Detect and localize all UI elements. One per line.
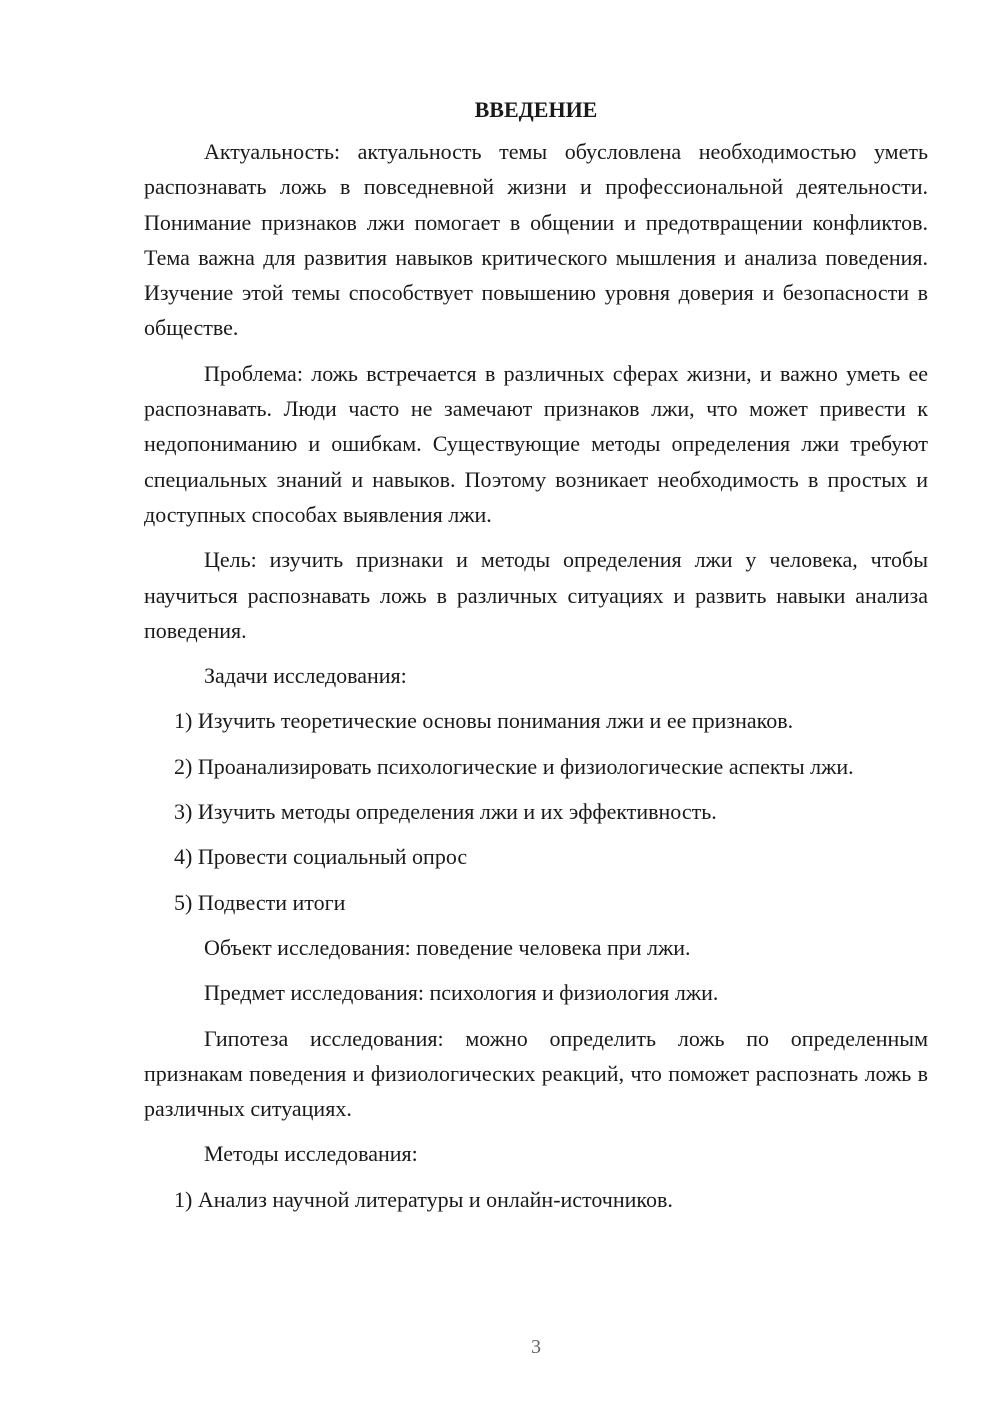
method-item: 1) Анализ научной литературы и онлайн-источников. <box>174 1186 673 1212</box>
tasks-heading: Задачи исследования: <box>204 663 407 689</box>
task-item: 1) Изучить теоретические основы понимания лжи и ее признаков. <box>174 708 794 734</box>
task-item: 2) Проанализировать психологические и физиологические аспекты лжи. <box>174 753 854 779</box>
relevance-paragraph: Актуальность: актуальность темы обусловлена необходимостью уметь распознавать ложь в повседневной жизни и профессиональной деятельности. Понимание признаков лжи помогает в общении и предотвращении конфликтов. Тема важна для развития навыков критического мышления и анализа поведения. Изучение этой темы способствует повышению уровня доверия и безопасности в обществе. <box>144 139 928 341</box>
document-page <box>144 95 928 1227</box>
goal-paragraph: Цель: изучить признаки и методы определения лжи у человека, чтобы научиться распознавать ложь в различных ситуациях и развить навыки анализа поведения. <box>144 547 928 643</box>
task-item: 3) Изучить методы определения лжи и их эффективность. <box>174 799 717 825</box>
task-item: 5) Подвести итоги <box>174 889 346 915</box>
methods-heading: Методы исследования: <box>204 1141 418 1167</box>
hypothesis-paragraph: Гипотеза исследования: можно определить ложь по определенным признакам поведения и физиологических реакций, что поможет распознать ложь в различных ситуациях. <box>144 1025 928 1122</box>
problem-paragraph: Проблема: ложь встречается в различных сферах жизни, и важно уметь ее распознавать. Люди часто не замечают признаков лжи, что может привести к недопониманию и ошибкам. Существующие методы определения лжи требуют специальных знаний и навыков. Поэтому возникает необходимость в простых и доступных способах выявления лжи. <box>144 360 928 527</box>
subject-paragraph: Предмет исследования: психология и физиология лжи. <box>204 980 719 1006</box>
section-title: ВВЕДЕНИЕ <box>474 97 598 122</box>
object-paragraph: Объект исследования: поведение человека при лжи. <box>204 934 691 960</box>
task-item: 4) Провести социальный опрос <box>174 844 468 870</box>
page-number: 3 <box>531 1336 541 1358</box>
